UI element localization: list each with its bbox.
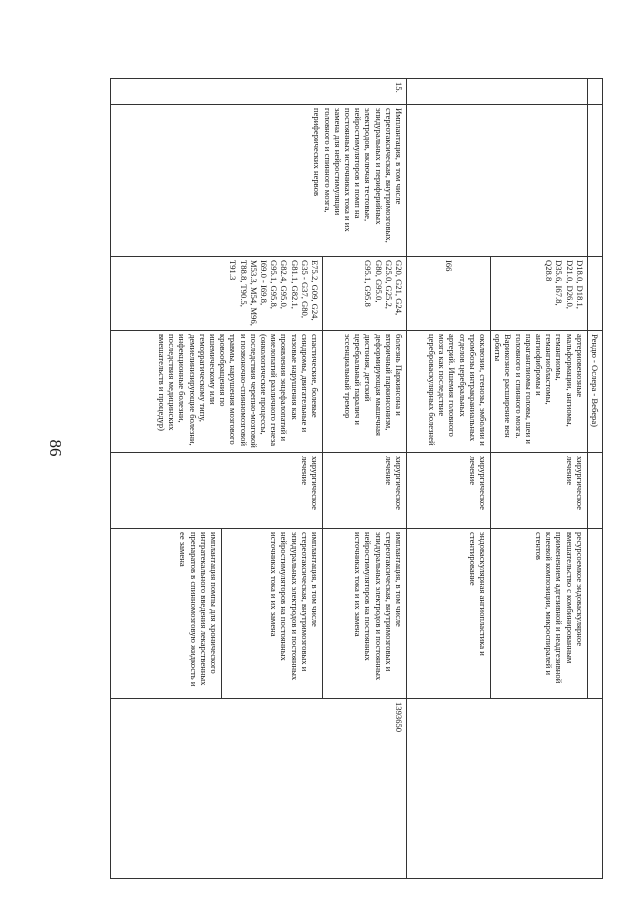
rotated-table-container (110, 78, 603, 878)
cell-disease: Рендю - Ослера - Вебера) (587, 331, 602, 453)
cell-method (587, 529, 602, 699)
cell-disease: болезнь Паркинсона и вторичный паркинсонизм, деформирующая мышечная дистония, детский церебральный паралич и эссенциальный тремор (322, 331, 406, 453)
cell-no: 15. (111, 79, 407, 105)
cell-name (587, 105, 602, 257)
method-part-1: имплантация, в том числе стереотаксическая, внутримозговых и эпидуральных электродов и постоянных нейростимуляторов на постоянных источниках тока и их замена (221, 529, 322, 698)
cell-method: эндоваскулярная ангиопластика и стентирование (406, 529, 490, 699)
cell-type: хирургическое лечение (111, 453, 323, 529)
medical-procedures-table (110, 78, 603, 879)
cell-codes: G20, G21, G24, G25.0, G25.2, G80, G95.0, G95.1, G95.8 (322, 257, 406, 331)
cell-method: ресурсоемкое эндоваскулярное вмешательство с комбинированным применением адгезивной и неадгезивной клеевой композиции, микроспиралей и стентов (490, 529, 587, 699)
cell-disease: спастические, болевые синдромы, двигательные и тазовые нарушения как проявления энцефалопатий и миелопатий различного генеза (онкологические процессы, последствия черепно-мозговой и позвоночно-спинномозговой травмы, нарушения мозгового кровообращения по ишемическому или геморрагическому типу, демиелинизирующие болезни, инфекционные болезни, последствия медицинских вмешательств и процедур) (111, 331, 323, 453)
cell-name (406, 105, 587, 257)
cell-no (406, 79, 587, 105)
page-number: 86 (46, 439, 65, 457)
method-part-2: имплантация помпы для хронического интратекального введения лекарственных препаратов в спинномозговую жидкость и ее замена (178, 532, 219, 687)
cell-method (111, 529, 323, 699)
cell-method: имплантация, в том числе стереотаксическая, внутримозговых и эпидуральных электродов и постоянных нейростимуляторов на постоянных источниках тока и их замена (322, 529, 406, 699)
table-row (587, 79, 602, 879)
cell-name: Имплантация, в том числе стереотаксическая, внутримозговых, эпидуральных и периферийных электродов, включая тестовые, нейростимуляторов и помп на постоянных источниках тока и их замена для нейростимуляции головного и спинного мозга, периферических нервов (111, 105, 407, 257)
cell-type: хирургическое лечение (490, 453, 587, 529)
cell-codes: E75.2, G09, G24, G35 - G37, G80, G81.1, G82.1, G82.4, G95.0, G95.1, G95.8, I69.0 - I69.8, M53.3, M54, M96, T88.8, T90.5, T91.3 (111, 257, 323, 331)
cell-codes: D18.0, D18.1, D21.0, D26.0, D35.6, I67.8, Q28.8 (490, 257, 587, 331)
cell-no (587, 79, 602, 105)
cell-type: хирургическое лечение (406, 453, 490, 529)
table-row (322, 79, 406, 879)
cell-type (587, 453, 602, 529)
cell-cost: 1393650 (111, 699, 407, 879)
cell-codes: I66 (406, 257, 490, 331)
cell-disease: артериовенозные мальформации, ангиомы, гемангиомы, гемангиобластомы, ангиофибромы и параганглиомы головы, шеи и головного и спинного мозга. Варикозное расширение вен орбиты (490, 331, 587, 453)
cell-type: хирургическое лечение (322, 453, 406, 529)
cell-disease: окклюзии, стенозы, эмболии и тромбозы интракраниальных отделов церебральных артерий. Ишемия головного мозга как последствие цереброваскулярных болезней (406, 331, 490, 453)
cell-codes (587, 257, 602, 331)
cell-cost (406, 699, 602, 879)
